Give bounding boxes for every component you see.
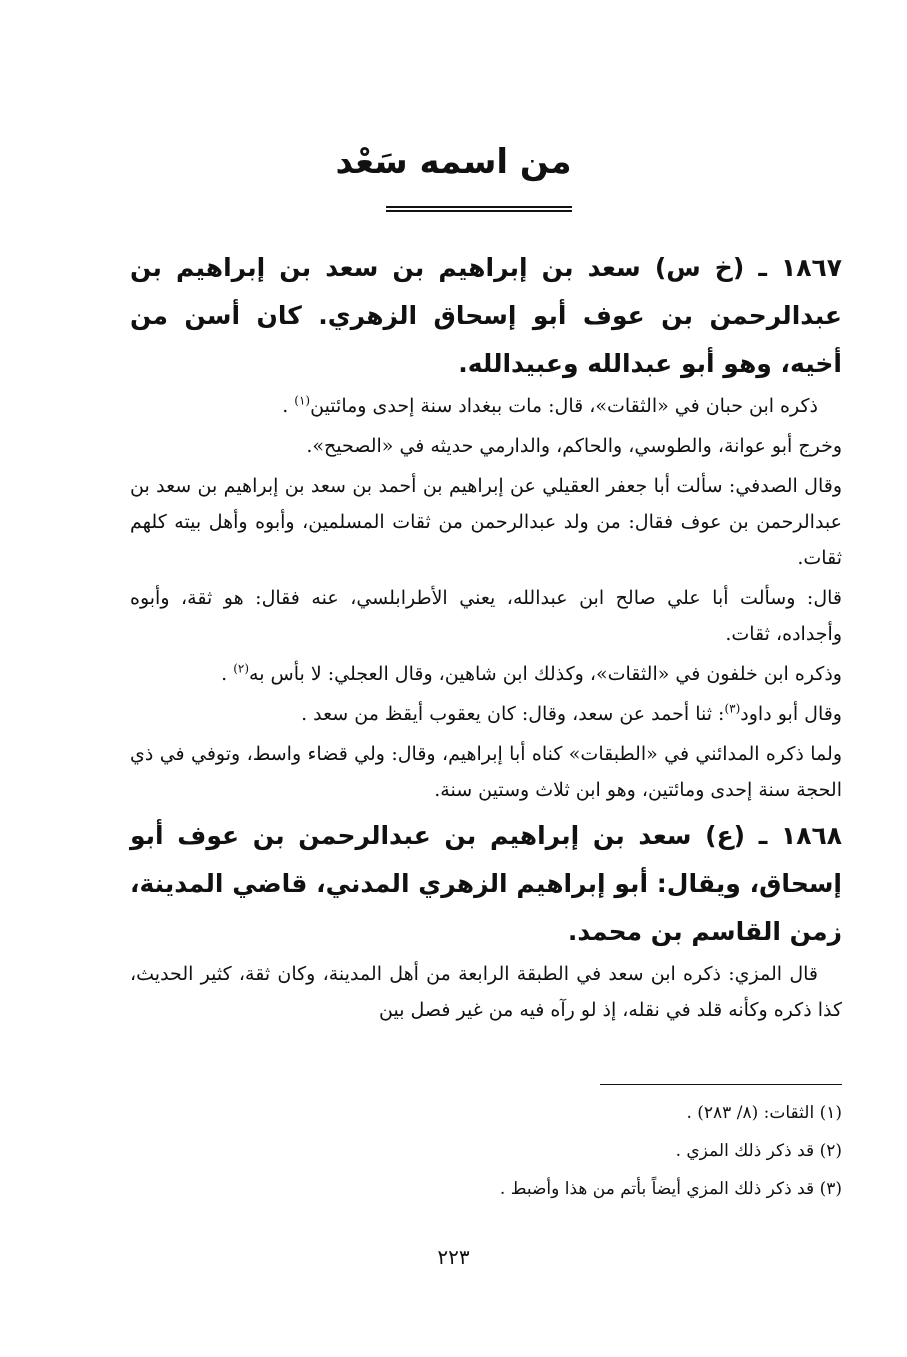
footnote-marker: (٢) bbox=[233, 661, 250, 676]
paragraph: وقال الصدفي: سألت أبا جعفر العقيلي عن إبراهيم بن أحمد بن سعد بن إبراهيم بن سعد بن عبدالرحمن بن عوف فقال: من ولد عبدالرحمن من ثقات المسلمين، وأبوه وأهل بيته كلهم ثقات. bbox=[130, 475, 842, 569]
paragraph-text: وذكره ابن خلفون في «الثقات»، وكذلك ابن شاهين، وقال العجلي: لا بأس به bbox=[249, 663, 842, 685]
paragraph bbox=[130, 696, 842, 732]
footnote-2: (٢) قد ذكر ذلك المزي . bbox=[675, 1141, 842, 1161]
paragraph: قال: وسألت أبا علي صالح ابن عبدالله، يعني الأطرابلسي، عنه فقال: هو ثقة، وأبوه وأجداده، ثقات. bbox=[130, 587, 842, 645]
section-title: من اسمه سَعْد bbox=[335, 142, 572, 182]
paragraph bbox=[130, 656, 842, 692]
title-underline bbox=[386, 206, 572, 212]
footnotes bbox=[130, 1094, 842, 1208]
paragraph-text: وقال أبو داود bbox=[740, 703, 842, 725]
paragraph: وخرج أبو عوانة، والطوسي، والحاكم، والدارمي حديثه في «الصحيح». bbox=[306, 435, 842, 457]
paragraph-text-after: . bbox=[282, 395, 295, 417]
paragraph bbox=[130, 388, 842, 424]
paragraph: ولما ذكره المدائني في «الطبقات» كناه أبا إبراهيم، وقال: ولي قضاء واسط، وتوفي في ذي الحجة سنة إحدى ومائتين، وهو ابن ثلاث وستين سنة. bbox=[130, 743, 842, 801]
paragraph-text-after: . bbox=[221, 663, 234, 685]
footnote-1: (١) الثقات: (٨/ ٢٨٣) . bbox=[686, 1103, 842, 1123]
paragraph: قال المزي: ذكره ابن سعد في الطبقة الرابعة من أهل المدينة، وكان ثقة، كثير الحديث، كذا ذكره وكأنه قلد في نقله، إذ لو رآه فيه من غير فصل بين bbox=[130, 963, 842, 1021]
footnote-marker: (٣) bbox=[724, 701, 741, 716]
footnote-marker: (١) bbox=[294, 393, 311, 408]
paragraph-text-after: : ثنا أحمد عن سعد، وقال: كان يعقوب أيقظ من سعد . bbox=[301, 703, 725, 725]
entry-heading-1868: ١٨٦٨ ـ (ع) سعد بن إبراهيم بن عبدالرحمن بن عوف أبو إسحاق، ويقال: أبو إبراهيم الزهري المدني، قاضي المدينة، زمن القاسم بن محمد. bbox=[130, 821, 842, 946]
page-number: ٢٢٣ bbox=[437, 1245, 470, 1269]
paragraph-text: ذكره ابن حبان في «الثقات»، قال: مات ببغداد سنة إحدى ومائتين bbox=[310, 395, 818, 417]
entry-heading-1867: ١٨٦٧ ـ (خ س) سعد بن إبراهيم بن سعد بن إبراهيم بن عبدالرحمن بن عوف أبو إسحاق الزهري. كان أسن من أخيه، وهو أبو عبدالله وعبيدالله. bbox=[130, 253, 842, 378]
footnote-3: (٣) قد ذكر ذلك المزي أيضاً بأتم من هذا وأضبط . bbox=[499, 1179, 842, 1199]
main-text bbox=[130, 244, 842, 1032]
footnote-separator bbox=[600, 1084, 842, 1085]
